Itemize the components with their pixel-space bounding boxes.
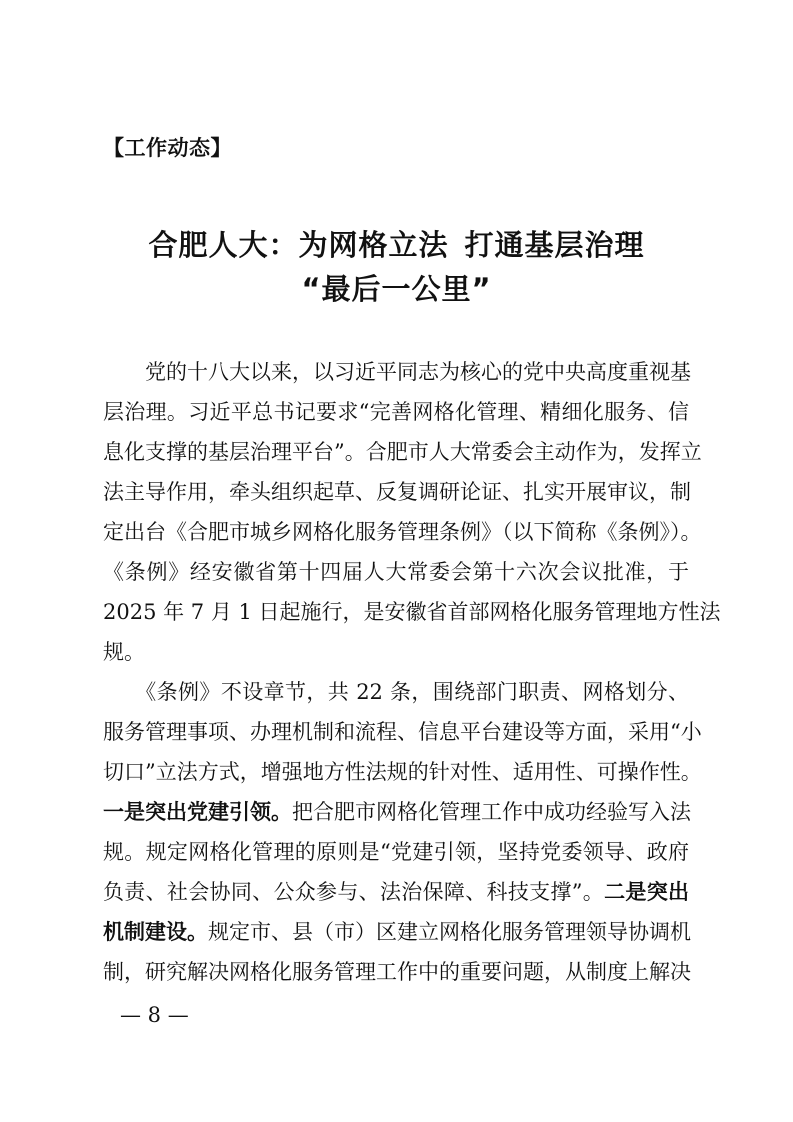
body-line: 服务管理事项、办理机制和流程、信息平台建设等方面，采用“小 [103, 720, 702, 744]
section-tag: 【工作动态】 [103, 136, 232, 160]
body-line: 制，研究解决网格化服务管理工作中的重要问题，从制度上解决 [103, 960, 691, 984]
body-text: 负责、社会协同、公众参与、法治保障、科技支撑”。 [103, 880, 605, 904]
body-line: 《条例》经安徽省第十四届人大常委会第十六次会议批准，于 [103, 560, 689, 584]
article-title-part-1: 合肥人大：为网格立法 [148, 228, 449, 262]
body-text: 规定市、县（市）区建立网格化服务管理领导协调机 [208, 920, 691, 944]
body-line: 规。规定网格化管理的原则是“党建引领，坚持党委领导、政府 [103, 840, 689, 864]
body-text: 把合肥市网格化管理工作中成功经验写入法 [292, 800, 691, 824]
body-line: 2025 年 7 月 1 日起施行，是安徽省首部网格化服务管理地方性法 [103, 600, 721, 624]
body-line: 规。 [103, 640, 145, 664]
body-line [103, 872, 689, 912]
emphasis-text: 一是突出党建引领。 [103, 800, 292, 824]
body-line [103, 792, 689, 832]
body-line: 定出台《合肥市城乡网格化服务管理条例》（以下简称《条例》）。 [103, 520, 702, 544]
body-line: 党的十八大以来，以习近平同志为核心的党中央高度重视基 [103, 360, 691, 384]
emphasis-text: 机制建设。 [103, 920, 208, 944]
page-number: — 8 — [120, 1003, 189, 1027]
body-line: 息化支撑的基层治理平台”。合肥市人大常委会主动作为，发挥立 [103, 440, 702, 464]
body-line: 层治理。习近平总书记要求“完善网格化管理、精细化服务、信 [103, 400, 689, 424]
emphasis-text: 二是突出 [604, 880, 690, 904]
article-title-line-1 [0, 223, 793, 267]
body-line: 法主导作用，牵头组织起草、反复调研论证、扎实开展审议，制 [103, 480, 691, 504]
article-title-line-2: “最后一公里” [301, 272, 492, 306]
body-line: 《条例》不设章节，共 22 条，围绕部门职责、网格划分、 [103, 680, 689, 704]
article-title-part-2: 打通基层治理 [464, 228, 645, 262]
body-line: 切口”立法方式，增强地方性法规的针对性、适用性、可操作性。 [103, 760, 702, 784]
body-line [103, 912, 689, 952]
